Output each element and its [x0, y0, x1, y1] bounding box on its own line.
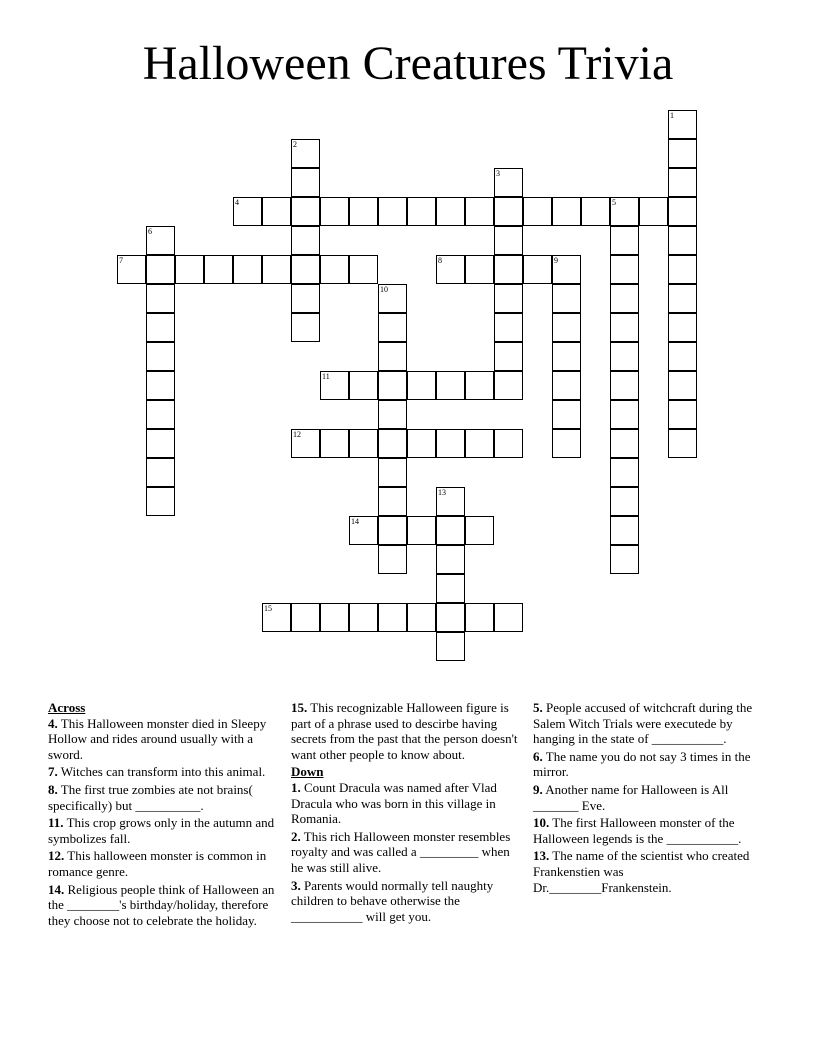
crossword-cell[interactable]: [262, 603, 291, 632]
clue-number-label: 15: [264, 604, 272, 613]
crossword-cell[interactable]: [146, 458, 175, 487]
crossword-cell[interactable]: [552, 400, 581, 429]
crossword-cell[interactable]: [378, 458, 407, 487]
clues-column-1: [48, 700, 280, 930]
crossword-cell[interactable]: [407, 371, 436, 400]
crossword-cell[interactable]: [291, 197, 320, 226]
clue-number: 9.: [533, 781, 543, 797]
crossword-cell[interactable]: [349, 371, 378, 400]
crossword-cell[interactable]: [349, 255, 378, 284]
crossword-cell[interactable]: [407, 516, 436, 545]
crossword-cell[interactable]: [291, 603, 320, 632]
crossword-cell[interactable]: [639, 197, 668, 226]
page-title: Halloween Creatures Trivia: [142, 37, 674, 90]
across-clue-11: [48, 815, 280, 846]
crossword-cell[interactable]: [233, 197, 262, 226]
clue-number: 3.: [291, 877, 301, 893]
crossword-cell[interactable]: [291, 255, 320, 284]
crossword-cell[interactable]: [233, 255, 262, 284]
crossword-cell[interactable]: [668, 429, 697, 458]
crossword-cell[interactable]: [146, 313, 175, 342]
crossword-cell[interactable]: [552, 342, 581, 371]
clue-number-label: 9: [554, 256, 558, 265]
clue-text: Parents would normally tell naughty children to behave otherwise the ___________ will get you.: [291, 877, 494, 924]
crossword-cell[interactable]: [436, 197, 465, 226]
crossword-cell[interactable]: [668, 226, 697, 255]
crossword-cell[interactable]: [320, 255, 349, 284]
crossword-cell[interactable]: [668, 371, 697, 400]
crossword-cell[interactable]: [494, 255, 523, 284]
crossword-cell[interactable]: [146, 342, 175, 371]
crossword-cell[interactable]: [320, 429, 349, 458]
down-clue-1: [291, 780, 525, 827]
crossword-cell[interactable]: [668, 110, 697, 139]
clue-number-label: 14: [351, 517, 359, 526]
clue-number: 5.: [533, 700, 543, 715]
clue-number: 15.: [291, 700, 308, 715]
crossword-cell[interactable]: [610, 371, 639, 400]
crossword-cell[interactable]: [436, 429, 465, 458]
crossword-cell[interactable]: [668, 313, 697, 342]
crossword-cell[interactable]: [291, 429, 320, 458]
clue-text: This Halloween monster died in Sleepy Hollow and rides around usually with a sword.: [48, 715, 267, 762]
crossword-cell[interactable]: [610, 487, 639, 516]
crossword-cell[interactable]: [523, 255, 552, 284]
crossword-cell[interactable]: [494, 284, 523, 313]
clue-number: 4.: [48, 715, 58, 731]
across-clue-12: [48, 848, 280, 879]
clue-text: Religious people think of Halloween an the ________'s birthday/holiday, therefore they choose not to celebrate the holiday.: [48, 881, 275, 928]
crossword-cell[interactable]: [378, 545, 407, 574]
crossword-cell[interactable]: [610, 458, 639, 487]
crossword-cell[interactable]: [610, 429, 639, 458]
clue-text: People accused of witchcraft during the Salem Witch Trials were executede by hanging in the state of ___________.: [533, 700, 753, 747]
crossword-cell[interactable]: [378, 197, 407, 226]
crossword-cell[interactable]: [378, 400, 407, 429]
down-clue-3: [291, 878, 525, 925]
crossword-cell[interactable]: [378, 516, 407, 545]
crossword-cell[interactable]: [436, 632, 465, 661]
clue-text: This halloween monster is common in romance genre.: [48, 848, 267, 879]
crossword-cell[interactable]: [349, 197, 378, 226]
crossword-cell[interactable]: [349, 603, 378, 632]
crossword-cell[interactable]: [668, 139, 697, 168]
clue-number-label: 4: [235, 198, 239, 207]
crossword-cell[interactable]: [523, 197, 552, 226]
clues-column-3: [533, 700, 765, 897]
crossword-cell[interactable]: [117, 255, 146, 284]
clue-number-label: 5: [612, 198, 616, 207]
clue-number: 11.: [48, 815, 64, 831]
clue-number-label: 11: [322, 372, 330, 381]
crossword-cell[interactable]: [668, 400, 697, 429]
down-clue-13: [533, 848, 765, 895]
clue-number-label: 1: [670, 111, 674, 120]
crossword-cell[interactable]: [552, 429, 581, 458]
crossword-cell[interactable]: [668, 197, 697, 226]
crossword-cell[interactable]: [320, 371, 349, 400]
down-clue-2: [291, 829, 525, 876]
crossword-cell[interactable]: [465, 603, 494, 632]
crossword-cell[interactable]: [610, 545, 639, 574]
down-clue-6: [533, 749, 765, 780]
clue-number: 6.: [533, 748, 543, 764]
crossword-cell[interactable]: [494, 226, 523, 255]
crossword-cell[interactable]: [494, 603, 523, 632]
crossword-cell[interactable]: [407, 603, 436, 632]
crossword-cell[interactable]: [552, 371, 581, 400]
crossword-cell[interactable]: [146, 429, 175, 458]
crossword-cell[interactable]: [378, 371, 407, 400]
crossword-cell[interactable]: [146, 400, 175, 429]
clue-text: This crop grows only in the autumn and symbolizes fall.: [48, 815, 275, 846]
crossword-cell[interactable]: [610, 284, 639, 313]
crossword-cell[interactable]: [262, 255, 291, 284]
crossword-cell[interactable]: [610, 226, 639, 255]
clue-number-label: 10: [380, 285, 388, 294]
crossword-cell[interactable]: [407, 429, 436, 458]
crossword-cell[interactable]: [320, 197, 349, 226]
clue-text: This rich Halloween monster resembles royalty and was called a _________ when he was still alive.: [291, 828, 511, 875]
crossword-cell[interactable]: [436, 255, 465, 284]
crossword-cell[interactable]: [407, 197, 436, 226]
crossword-cell[interactable]: [291, 139, 320, 168]
crossword-cell[interactable]: [436, 516, 465, 545]
crossword-cell[interactable]: [494, 371, 523, 400]
across-clue-7: [48, 764, 280, 780]
crossword-cell[interactable]: [668, 284, 697, 313]
crossword-cell[interactable]: [581, 197, 610, 226]
crossword-cell[interactable]: [494, 197, 523, 226]
clue-text: This recognizable Halloween figure is part of a phrase used to descirbe having secrets from the past that the person doesn't want other people to know about.: [291, 700, 518, 762]
clue-text: The name you do not say 3 times in the mirror.: [533, 748, 751, 780]
crossword-cell[interactable]: [465, 371, 494, 400]
crossword-cell[interactable]: [291, 284, 320, 313]
across-clue-8: [48, 782, 280, 813]
crossword-cell[interactable]: [494, 429, 523, 458]
clue-text: Another name for Halloween is All _______ Eve.: [533, 781, 729, 813]
crossword-cell[interactable]: [494, 313, 523, 342]
clue-number: 7.: [48, 764, 58, 780]
crossword-cell[interactable]: [146, 255, 175, 284]
down-heading: Down: [291, 764, 324, 780]
clue-number-label: 7: [119, 256, 123, 265]
clues-column-2: [291, 700, 525, 926]
crossword-cell[interactable]: [610, 342, 639, 371]
crossword-cell[interactable]: [552, 255, 581, 284]
crossword-cell[interactable]: [349, 516, 378, 545]
clue-number: 8.: [48, 781, 58, 797]
crossword-cell[interactable]: [610, 255, 639, 284]
crossword-cell[interactable]: [378, 429, 407, 458]
crossword-cell[interactable]: [291, 168, 320, 197]
crossword-cell[interactable]: [436, 371, 465, 400]
crossword-cell[interactable]: [146, 487, 175, 516]
crossword-cell[interactable]: [378, 284, 407, 313]
crossword-cell[interactable]: [291, 226, 320, 255]
clue-number: 13.: [533, 848, 550, 864]
down-clue-9: [533, 782, 765, 813]
clue-number-label: 6: [148, 227, 152, 236]
clue-text: The first Halloween monster of the Halloween legends is the ___________.: [533, 815, 742, 846]
crossword-cell[interactable]: [465, 255, 494, 284]
crossword-cell[interactable]: [436, 545, 465, 574]
crossword-cell[interactable]: [465, 197, 494, 226]
crossword-cell[interactable]: [668, 342, 697, 371]
clue-number: 1.: [291, 779, 301, 795]
crossword-cell[interactable]: [349, 429, 378, 458]
crossword-cell[interactable]: [378, 603, 407, 632]
crossword-cell[interactable]: [436, 487, 465, 516]
crossword-cell[interactable]: [436, 574, 465, 603]
across-clue-4: [48, 716, 280, 763]
clue-text: The name of the scientist who created Frankenstien was Dr.________Frankenstein.: [533, 848, 750, 895]
crossword-cell[interactable]: [610, 313, 639, 342]
crossword-cell[interactable]: [494, 342, 523, 371]
clue-number: 12.: [48, 848, 65, 864]
crossword-cell[interactable]: [204, 255, 233, 284]
clue-number: 10.: [533, 815, 550, 831]
across-heading: Across: [48, 700, 86, 715]
crossword-cell[interactable]: [668, 168, 697, 197]
across-clue-15: [291, 700, 525, 762]
down-clue-5: [533, 700, 765, 747]
across-clue-14: [48, 882, 280, 929]
crossword-cell[interactable]: [378, 313, 407, 342]
clue-number-label: 13: [438, 488, 446, 497]
crossword-cell[interactable]: [378, 342, 407, 371]
crossword-cell[interactable]: [175, 255, 204, 284]
clue-number-label: 8: [438, 256, 442, 265]
clue-text: Witches can transform into this animal.: [60, 764, 266, 780]
crossword-cell[interactable]: [465, 516, 494, 545]
clue-number: 14.: [48, 881, 65, 897]
clue-number-label: 3: [496, 169, 500, 178]
clue-number-label: 2: [293, 140, 297, 149]
crossword-cell[interactable]: [552, 284, 581, 313]
crossword-cell[interactable]: [146, 284, 175, 313]
clue-number: 2.: [291, 828, 301, 844]
crossword-cell[interactable]: [465, 429, 494, 458]
clue-text: The first true zombies ate not brains( specifically) but __________.: [48, 781, 253, 813]
down-clue-10: [533, 815, 765, 846]
crossword-cell[interactable]: [378, 487, 407, 516]
clue-number-label: 12: [293, 430, 301, 439]
crossword-cell[interactable]: [610, 516, 639, 545]
crossword-cell[interactable]: [610, 197, 639, 226]
crossword-cell[interactable]: [436, 603, 465, 632]
crossword-cell[interactable]: [291, 313, 320, 342]
crossword-cell[interactable]: [262, 197, 291, 226]
crossword-cell[interactable]: [552, 197, 581, 226]
crossword-cell[interactable]: [146, 371, 175, 400]
crossword-cell[interactable]: [610, 400, 639, 429]
crossword-cell[interactable]: [146, 226, 175, 255]
crossword-cell[interactable]: [494, 168, 523, 197]
crossword-cell[interactable]: [320, 603, 349, 632]
clue-text: Count Dracula was named after Vlad Dracula who was born in this village in Romania.: [291, 779, 497, 827]
crossword-cell[interactable]: [668, 255, 697, 284]
crossword-cell[interactable]: [552, 313, 581, 342]
